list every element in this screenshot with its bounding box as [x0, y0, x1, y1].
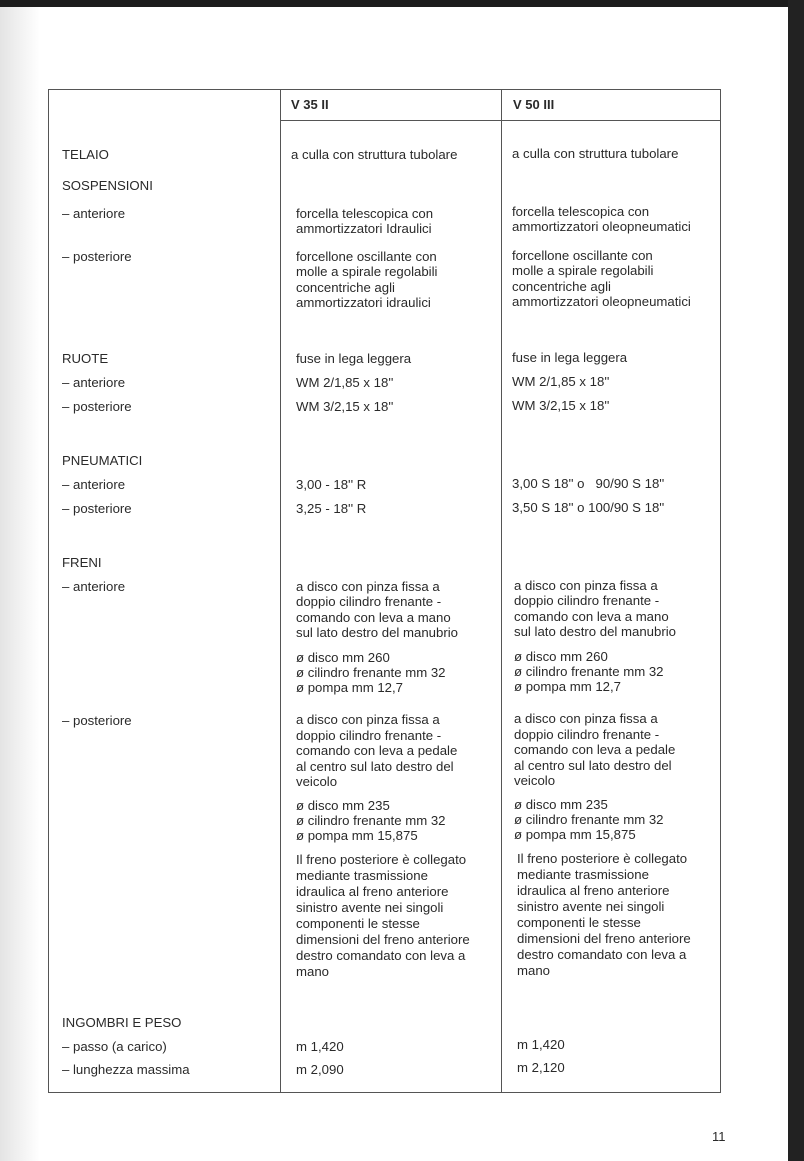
- label-pneu-anteriore: – anteriore: [62, 477, 126, 492]
- text-line: idraulica al freno anteriore: [296, 884, 449, 899]
- text-line: comando con leva a mano: [514, 609, 669, 624]
- v50-pneu-anteriore: 3,00 S 18'' o 90/90 S 18'': [512, 476, 665, 491]
- label-ruote-posteriore: – posteriore: [62, 399, 132, 414]
- v35-pneu-anteriore: 3,00 - 18'' R: [296, 477, 367, 492]
- text-line: veicolo: [296, 774, 338, 789]
- text-line: ammortizzatori idraulici: [296, 295, 431, 310]
- text-line: Il freno posteriore è collegato: [296, 852, 467, 867]
- text-line: forcella telescopica con: [512, 204, 650, 219]
- label-freni: FRENI: [62, 555, 102, 570]
- text-line: al centro sul lato destro del: [514, 758, 672, 773]
- label-sosp-anteriore: – anteriore: [62, 206, 126, 221]
- label-sospensioni: SOSPENSIONI: [62, 178, 153, 193]
- v50-ruote-posteriore: WM 3/2,15 x 18'': [512, 398, 610, 413]
- text-line: sinistro avente nei singoli: [296, 900, 444, 915]
- label-freni-posteriore: – posteriore: [62, 713, 132, 728]
- text-line: ø cilindro frenante mm 32: [296, 665, 446, 680]
- text-line: ø disco mm 260: [296, 650, 390, 665]
- text-line: ø cilindro frenante mm 32: [296, 813, 446, 828]
- text-line: ø cilindro frenante mm 32: [514, 812, 664, 827]
- text-line: ø disco mm 260: [514, 649, 608, 664]
- column-divider-1: [280, 90, 281, 1092]
- text-line: ø pompa mm 12,7: [514, 679, 622, 694]
- text-line: destro comandato con leva a: [517, 947, 687, 962]
- v35-ruote-anteriore: WM 2/1,85 x 18'': [296, 375, 394, 390]
- v50-ruote-anteriore: WM 2/1,85 x 18'': [512, 374, 610, 389]
- v50-passo: m 1,420: [517, 1037, 565, 1052]
- text-line: doppio cilindro frenante -: [296, 728, 442, 743]
- text-line: ø pompa mm 15,875: [514, 827, 636, 842]
- text-line: a disco con pinza fissa a: [296, 579, 440, 594]
- text-line: dimensioni del freno anteriore: [517, 931, 691, 946]
- text-line: ø cilindro frenante mm 32: [514, 664, 664, 679]
- v35-pneu-posteriore: 3,25 - 18'' R: [296, 501, 367, 516]
- text-line: sul lato destro del manubrio: [514, 624, 677, 639]
- label-lunghezza: – lunghezza massima: [62, 1062, 190, 1077]
- text-line: ø pompa mm 12,7: [296, 680, 404, 695]
- text-line: ammortizzatori Idraulici: [296, 221, 432, 236]
- text-line: mediante trasmissione: [517, 867, 649, 882]
- text-line: destro comandato con leva a: [296, 948, 466, 963]
- text-line: idraulica al freno anteriore: [517, 883, 670, 898]
- text-line: mano: [517, 963, 550, 978]
- text-line: mano: [296, 964, 329, 979]
- text-line: ammortizzatori oleopneumatici: [512, 219, 691, 234]
- v50-pneu-posteriore: 3,50 S 18'' o 100/90 S 18'': [512, 500, 665, 515]
- v50-telaio: a culla con struttura tubolare: [512, 146, 679, 161]
- text-line: forcella telescopica con: [296, 206, 434, 221]
- text-line: Il freno posteriore è collegato: [517, 851, 688, 866]
- header-divider: [280, 120, 720, 121]
- text-line: a disco con pinza fissa a: [514, 711, 658, 726]
- column-divider-2: [501, 90, 502, 1092]
- scan-edge-top: [0, 0, 804, 7]
- v50-ruote: fuse in lega leggera: [512, 350, 628, 365]
- label-ingombri: INGOMBRI E PESO: [62, 1015, 182, 1030]
- text-line: al centro sul lato destro del: [296, 759, 454, 774]
- text-line: ammortizzatori oleopneumatici: [512, 294, 691, 309]
- text-line: concentriche agli: [512, 279, 611, 294]
- text-line: componenti le stesse: [296, 916, 420, 931]
- v35-telaio: a culla con struttura tubolare: [291, 147, 458, 162]
- text-line: comando con leva a pedale: [514, 742, 676, 757]
- v35-ruote-posteriore: WM 3/2,15 x 18'': [296, 399, 394, 414]
- text-line: ø disco mm 235: [296, 798, 390, 813]
- text-line: comando con leva a mano: [296, 610, 451, 625]
- page-number: 11: [712, 1129, 726, 1144]
- text-line: molle a spirale regolabili: [296, 264, 438, 279]
- text-line: mediante trasmissione: [296, 868, 428, 883]
- column-header-v50: V 50 III: [513, 97, 555, 112]
- text-line: doppio cilindro frenante -: [514, 727, 660, 742]
- text-line: sinistro avente nei singoli: [517, 899, 665, 914]
- text-line: doppio cilindro frenante -: [296, 594, 442, 609]
- label-telaio: TELAIO: [62, 147, 109, 162]
- text-line: doppio cilindro frenante -: [514, 593, 660, 608]
- label-freni-anteriore: – anteriore: [62, 579, 126, 594]
- text-line: forcellone oscillante con: [512, 248, 653, 263]
- label-pneu-posteriore: – posteriore: [62, 501, 132, 516]
- text-line: veicolo: [514, 773, 556, 788]
- text-line: dimensioni del freno anteriore: [296, 932, 470, 947]
- text-line: componenti le stesse: [517, 915, 641, 930]
- v35-lunghezza: m 2,090: [296, 1062, 344, 1077]
- v35-passo: m 1,420: [296, 1039, 344, 1054]
- text-line: a disco con pinza fissa a: [514, 578, 658, 593]
- v50-lunghezza: m 2,120: [517, 1060, 565, 1075]
- label-sosp-posteriore: – posteriore: [62, 249, 132, 264]
- text-line: forcellone oscillante con: [296, 249, 437, 264]
- text-line: ø pompa mm 15,875: [296, 828, 418, 843]
- text-line: sul lato destro del manubrio: [296, 625, 459, 640]
- label-ruote: RUOTE: [62, 351, 109, 366]
- label-ruote-anteriore: – anteriore: [62, 375, 126, 390]
- text-line: ø disco mm 235: [514, 797, 608, 812]
- scan-edge-right: [788, 0, 804, 1161]
- text-line: comando con leva a pedale: [296, 743, 458, 758]
- text-line: molle a spirale regolabili: [512, 263, 654, 278]
- label-passo: – passo (a carico): [62, 1039, 167, 1054]
- scan-edge-left: [0, 7, 40, 1161]
- text-line: a disco con pinza fissa a: [296, 712, 440, 727]
- v35-ruote: fuse in lega leggera: [296, 351, 412, 366]
- label-pneumatici: PNEUMATICI: [62, 453, 143, 468]
- column-header-v35: V 35 II: [291, 97, 329, 112]
- text-line: concentriche agli: [296, 280, 395, 295]
